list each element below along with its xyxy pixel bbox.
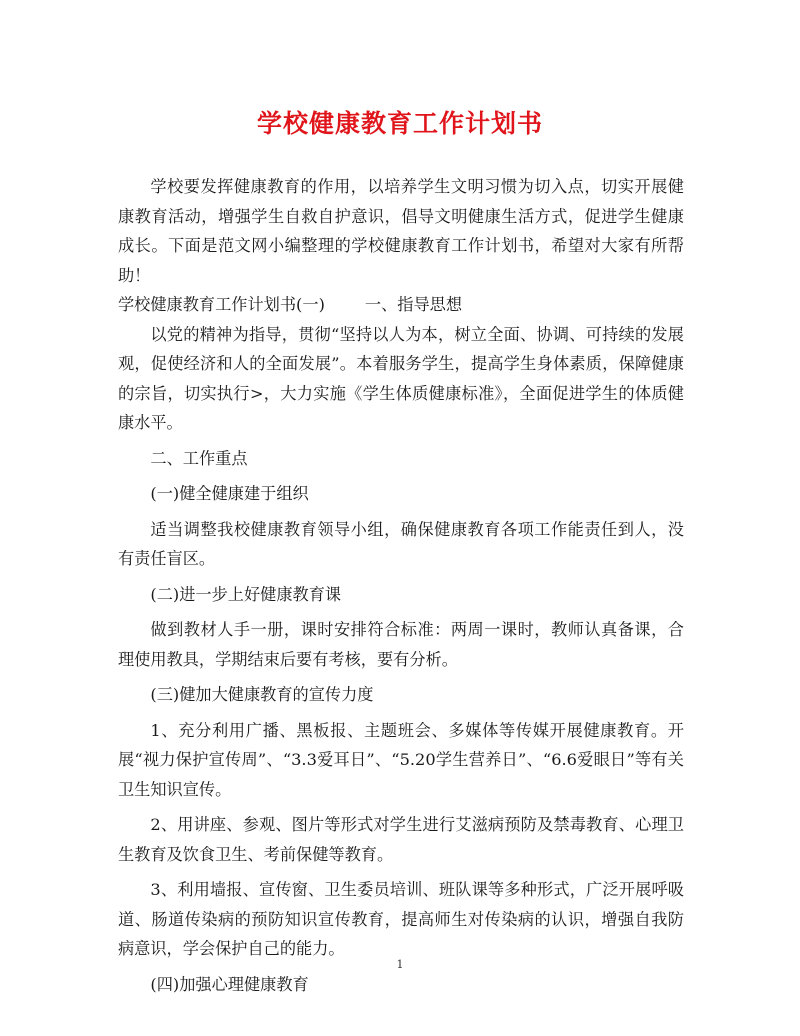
item1-paragraph: 适当调整我校健康教育领导小组，确保健康教育各项工作能责任到人，没有责任盲区。 [118,519,684,568]
document-title: 学校健康教育工作计划书 [256,109,543,138]
plan-subheading [118,290,684,320]
item3-point-1: 1、充分利用广播、黑板报、主题班会、多媒体等传媒开展健康教育。开展“视力保护宣传周”、“3.3爱耳日”、“5.20学生营养日”、“6.6爱眼日”等有关卫生知识宣传。 [118,720,684,799]
section1-heading: 一、指导思想 [364,295,463,314]
item3-point-2: 2、用讲座、参观、图片等形式对学生进行艾滋病预防及禁毒教育、心理卫生教育及饮食卫生、考前保健等教育。 [118,815,684,864]
item4-heading: (四)加强心理健康教育 [150,974,309,994]
item3-heading: (三)健加大健康教育的宣传力度 [150,685,374,704]
plan-label: 学校健康教育工作计划书(一) [118,295,325,314]
page-number: 1 [396,958,404,971]
document-body [118,172,684,999]
item2-paragraph: 做到教材人手一册，课时安排符合标准：两周一课时，教师认真备课，合理使用教具，学期结束后要有考核，要有分析。 [118,620,684,669]
section1-paragraph: 以党的精神为指导，贯彻“坚持以人为本，树立全面、协调、可持续的发展观，促使经济和人的全面发展”。本着服务学生，提高学生身体素质，保障健康的宗旨，切实执行>，大力实施《学生体质健康标准》，全面促进学生的体质健康水平。 [118,324,684,432]
section2-heading: 二、工作重点 [150,448,248,468]
intro-paragraph: 学校要发挥健康教育的作用，以培养学生文明习惯为切入点，切实开展健康教育活动，增强学生自救自护意识，倡导文明健康生活方式，促进学生健康成长。下面是范文网小编整理的学校健康教育工作计划书，希望对大家有所帮助！ [118,177,684,285]
item1-heading: (一)健全健康建于组织 [150,484,309,503]
item3-point-3: 3、利用墙报、宣传窗、卫生委员培训、班队课等多种形式，广泛开展呼吸道、肠道传染病的预防知识宣传教育，提高师生对传染病的认识，增强自我防病意识，学会保护自己的能力。 [118,880,684,958]
item2-heading: (二)进一步上好健康教育课 [150,584,342,604]
